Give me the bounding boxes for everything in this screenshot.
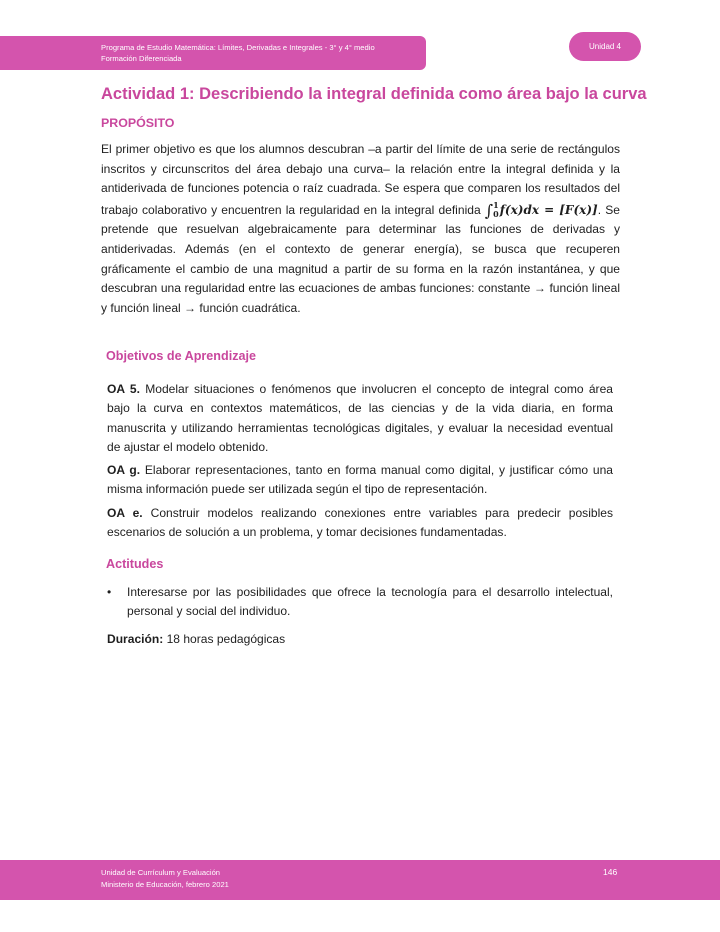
objectives-heading: Objetivos de Aprendizaje: [106, 349, 256, 363]
objective-oae: [107, 504, 613, 543]
integral-expression: f(x)dx = [F(x)]: [499, 202, 598, 217]
purpose-paragraph: [101, 140, 620, 318]
integral-upper-limit: 1: [493, 200, 499, 211]
attitudes-heading: Actitudes: [106, 557, 164, 571]
duration: [107, 632, 285, 646]
purpose-text-before: El primer objetivo es que los alumnos descubran –a partir del límite de una serie de rectángulos inscritos y circunscritos del área debajo una curva– la relación entre la integral definida y la antiderivada de funciones potencia o raíz cuadrada. Se espera que comparen los resultados del trabajo colaborativo y encuentren la regularidad en la integral definida: [101, 142, 620, 217]
objective-oa5: [107, 380, 613, 458]
program-subtitle: Formación Diferenciada: [101, 54, 182, 63]
purpose-heading: PROPÓSITO: [101, 116, 175, 130]
objective-code: OA 5.: [107, 382, 140, 396]
duration-value: 18 horas pedagógicas: [166, 632, 286, 646]
objective-text: Modelar situaciones o fenómenos que involucren el concepto de integral como área bajo la curva en contextos matemáticos, de las ciencias y de la vida diaria, en forma manuscrita y utilizando herramientas tecnológicas digitales, y evaluar la necesidad eventual de ajustar el modelo obtenido.: [107, 382, 613, 455]
objective-oag: [107, 461, 613, 500]
objective-text: Elaborar representaciones, tanto en forma manual como digital, y justificar cómo una misma información puede ser utilizada según el tipo de representación.: [107, 463, 613, 497]
footer-unit: Unidad de Currículum y Evaluación: [101, 868, 221, 877]
page-number: 146: [603, 867, 618, 877]
objective-code: OA e.: [107, 506, 143, 520]
purpose-text-after: . Se pretende que resuelvan algebraicamente para determinar las funciones de derivadas y antiderivadas. Además (en el contexto de generar energía), se busca que recuperen gráficamente el cambio de una magnitud a partir de su forma en la razón instantánea, y que descubran una regularidad entre las ecuaciones de ambas funciones: constante → función lineal y función lineal → función cuadrática.: [101, 202, 620, 315]
objective-code: OA g.: [107, 463, 141, 477]
program-title: Programa de Estudio Matemática: Límites, Derivadas e Integrales - 3° y 4° medio: [101, 43, 375, 52]
header-text: [101, 42, 421, 64]
bullet-marker: •: [107, 585, 112, 599]
footer-text: [101, 867, 229, 891]
footer-ministry: Ministerio de Educación, febrero 2021: [101, 880, 229, 889]
duration-label: Duración:: [107, 632, 164, 646]
integral-formula: ∫ 1 0 f(x)dx = [F(x)]: [484, 200, 598, 220]
integral-lower-limit: 0: [493, 209, 499, 220]
activity-title: Actividad 1: Describiendo la integral definida como área bajo la curva: [101, 85, 647, 103]
objective-text: Construir modelos realizando conexiones entre variables para predecir posibles escenarios de solución a un problema, y tomar decisiones fundamentadas.: [107, 506, 613, 540]
unit-badge: Unidad 4: [569, 32, 641, 61]
attitude-text: Interesarse por las posibilidades que ofrece la tecnología para el desarrollo intelectual, personal y social del individuo.: [127, 585, 613, 619]
